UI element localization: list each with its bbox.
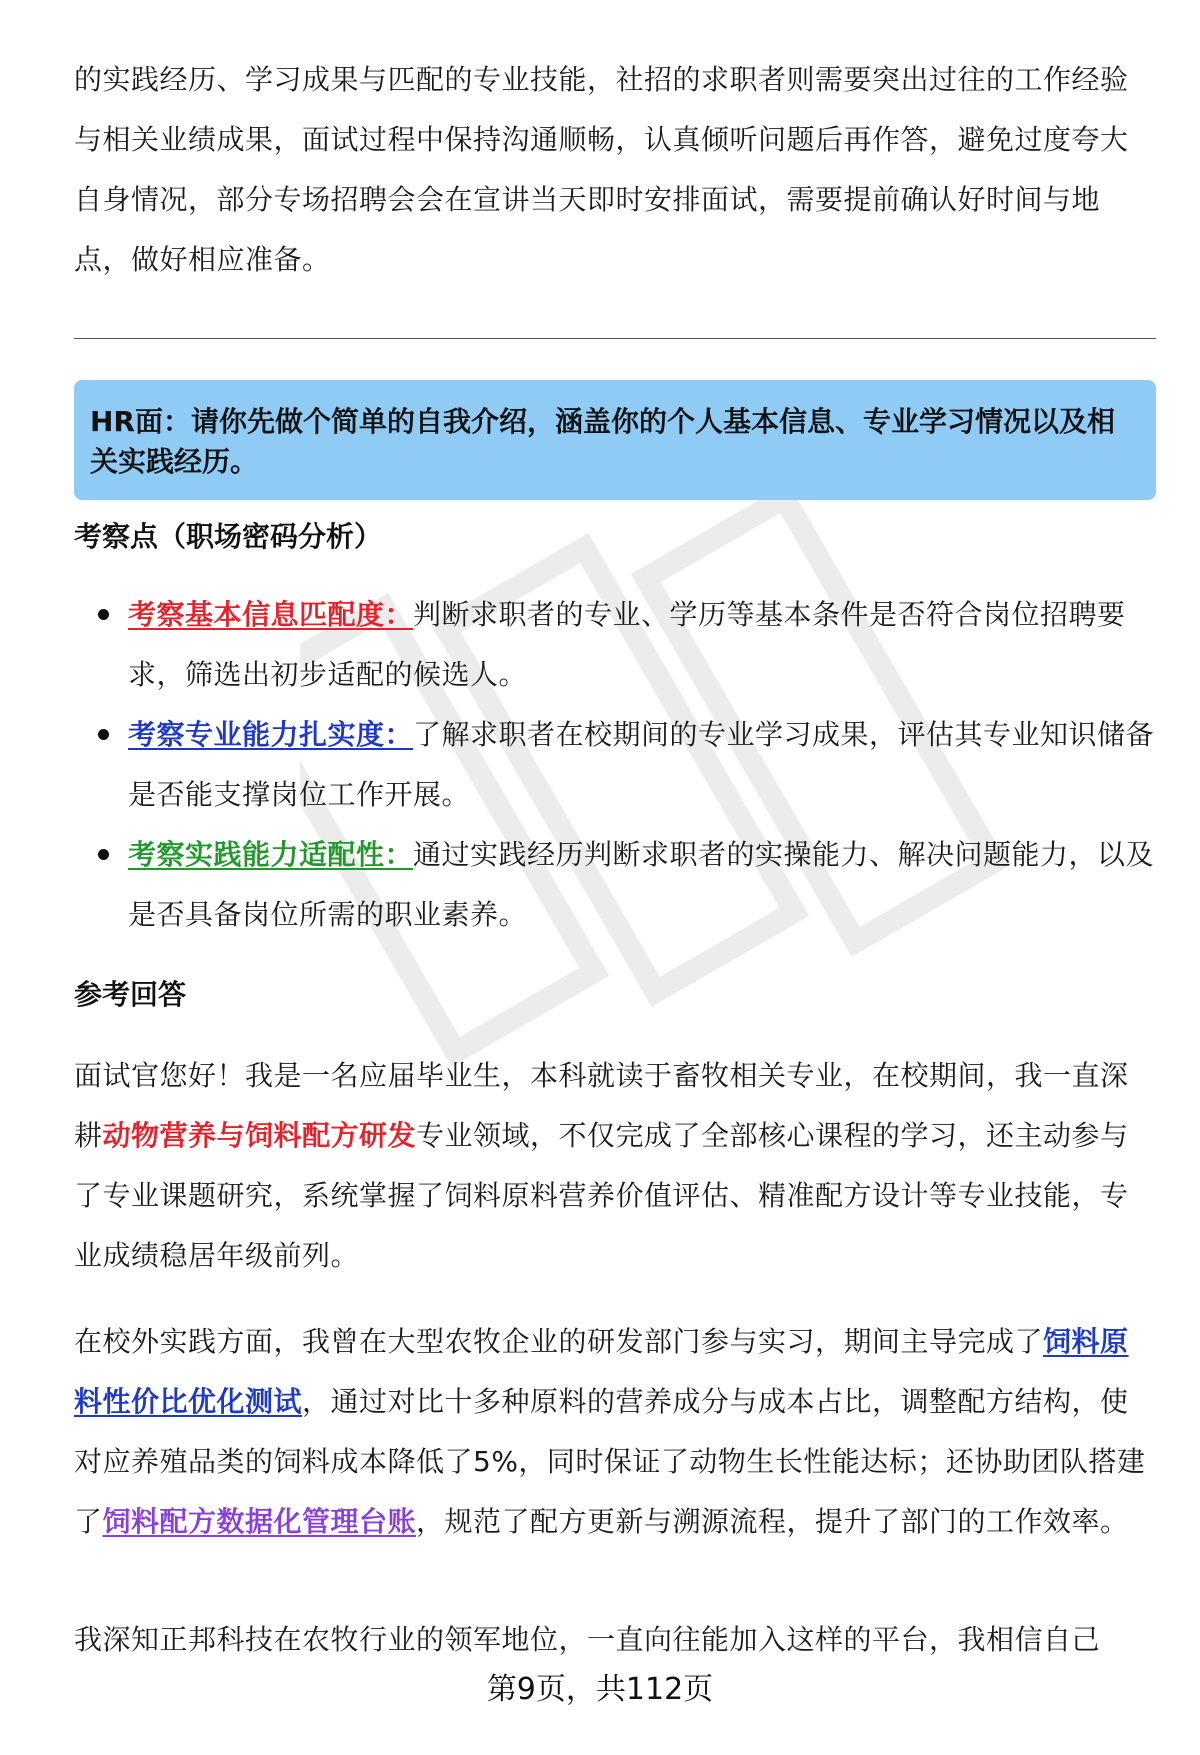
document-page [74,0,1156,1755]
point-text: 了解求职者在校期间的专业学习成果，评估其专业知识储备是否能支撑岗位工作开展。 [128,718,1155,811]
answer-highlight: 动物营养与饲料配方研发 [102,1119,417,1152]
answer-paragraph-2 [74,1312,1156,1552]
points-list [74,585,1156,945]
list-item [74,825,1156,945]
list-item [74,585,1156,705]
answer-paragraph-1 [74,1046,1156,1286]
intro-paragraph: 的实践经历、学习成果与匹配的专业技能，社招的求职者则需要突出过往的工作经验与相关业绩成果，面试过程中保持沟通顺畅，认真倾听问题后再作答，避免过度夸大自身情况，部分专场招聘会会在宣讲当天即时安排面试，需要提前确认好时间与地点，做好相应准备。 [74,63,1129,276]
page-number: 第9页，共112页 [486,1672,714,1707]
list-item [74,705,1156,825]
answer-paragraph-3: 我深知正邦科技在农牧行业的领军地位，一直向往能加入这样的平台，我相信自己 [74,1623,1101,1656]
answer-text: 在校外实践方面，我曾在大型农牧企业的研发部门参与实习，期间主导完成了 [74,1325,1044,1358]
point-label: 考察基本信息匹配度： [128,598,414,631]
bullet-dot-icon [98,609,109,620]
point-label: 考察实践能力适配性： [128,838,414,871]
answer-section-title: 参考回答 [74,978,187,1011]
answer-text: 面试官您好！我是一名应届毕业生，本科就读于畜牧相关专业，在校期间，我一直深耕 [74,1059,1129,1152]
bullet-dot-icon [98,849,109,860]
answer-text: ，规范了配方更新与溯源流程，提升了部门的工作效率。 [416,1505,1129,1538]
question-box: HR面：请你先做个简单的自我介绍，涵盖你的个人基本信息、专业学习情况以及相关实践经历。 [74,380,1156,500]
answer-text: 专业领域，不仅完成了全部核心课程的学习，还主动参与了专业课题研究，系统掌握了饲料原料营养价值评估、精准配方设计等专业技能，专业成绩稳居年级前列。 [74,1119,1129,1272]
answer-text: ，通过对比十多种原料的营养成分与成本占比，调整配方结构，使对应养殖品类的饲料成本降低了5%，同时保证了动物生长性能达标；还协助团队搭建了 [74,1385,1146,1538]
point-text: 判断求职者的专业、学历等基本条件是否符合岗位招聘要求，筛选出初步适配的候选人。 [128,598,1126,691]
answer-highlight: 饲料配方数据化管理台账 [102,1505,417,1538]
answer-highlight: 饲料原料性价比优化测试 [74,1325,1129,1418]
bullet-dot-icon [98,729,109,740]
section-divider [74,338,1156,339]
points-section-title: 考察点（职场密码分析） [74,520,383,553]
point-label: 考察专业能力扎实度： [128,718,414,751]
point-text: 通过实践经历判断求职者的实操能力、解决问题能力，以及是否具备岗位所需的职业素养。 [128,838,1155,931]
